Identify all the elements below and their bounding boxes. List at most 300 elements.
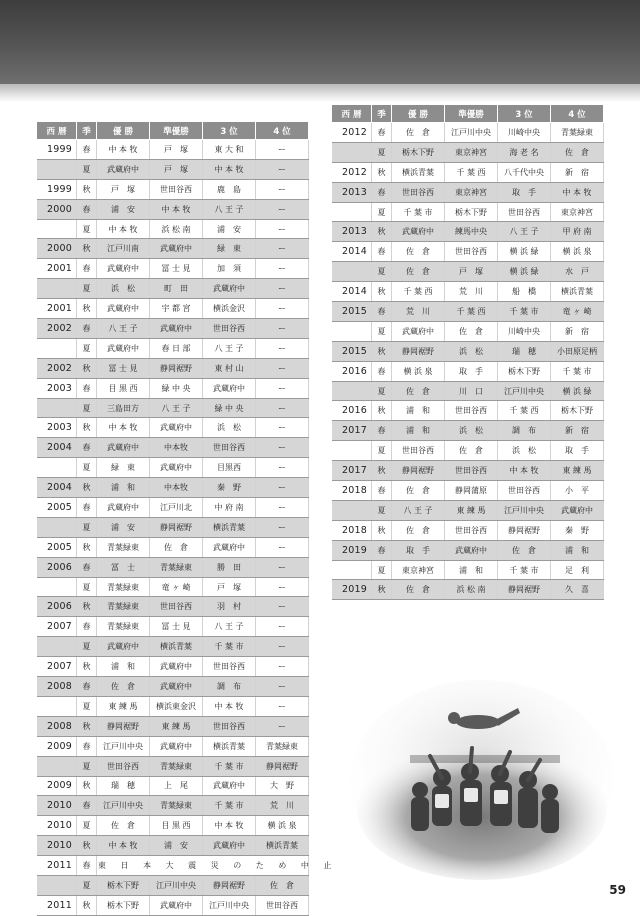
- cell-runner-up: 東 練 馬: [445, 500, 498, 520]
- cell-fourth: 青葉緑東: [256, 736, 309, 756]
- cell-third: 横浜金沢: [203, 299, 256, 319]
- cell-year: [37, 577, 77, 597]
- cell-runner-up: 武蔵府中: [150, 677, 203, 697]
- header-fourth: 4 位: [551, 105, 604, 123]
- cell-winner: 武蔵府中: [97, 159, 150, 179]
- cell-fourth: ー: [256, 617, 309, 637]
- cell-runner-up: 静岡裾野: [150, 517, 203, 537]
- cell-fourth: ー: [256, 657, 309, 677]
- cell-winner: 佐 倉: [392, 580, 445, 600]
- cell-year: 2014: [332, 282, 372, 302]
- cell-fourth: ー: [256, 478, 309, 498]
- cell-runner-up: 練馬中央: [445, 222, 498, 242]
- table-row: [37, 239, 309, 259]
- header-runner-up: 準優勝: [445, 105, 498, 123]
- cell-winner: 横浜青葉: [392, 162, 445, 182]
- cell-third: 浜 松: [203, 418, 256, 438]
- cell-runner-up: 世田谷西: [445, 520, 498, 540]
- cell-fourth: 取 手: [551, 441, 604, 461]
- cell-winner: 東 練 馬: [97, 696, 150, 716]
- cell-third: 武蔵府中: [203, 279, 256, 299]
- cell-year: [332, 202, 372, 222]
- cell-winner: 静岡裾野: [392, 341, 445, 361]
- cell-season: 秋: [372, 520, 392, 540]
- table-row: [37, 259, 309, 279]
- cell-third: 静岡裾野: [203, 875, 256, 895]
- cell-fourth: 武蔵府中: [551, 500, 604, 520]
- table-row: [37, 617, 309, 637]
- cell-year: 2013: [332, 222, 372, 242]
- cell-runner-up: 荒 川: [445, 282, 498, 302]
- cell-third: 静岡裾野: [498, 580, 551, 600]
- table-row: [37, 836, 309, 856]
- cell-runner-up: 佐 倉: [445, 441, 498, 461]
- cell-third: 取 手: [498, 182, 551, 202]
- cell-fourth: ー: [256, 299, 309, 319]
- cell-third: 横 浜 緑: [498, 242, 551, 262]
- cell-season: 秋: [77, 716, 97, 736]
- cell-runner-up: 戸 塚: [445, 262, 498, 282]
- cell-runner-up: 栃木下野: [445, 202, 498, 222]
- cell-winner: 江戸川中央: [97, 796, 150, 816]
- cell-fourth: 甲 府 南: [551, 222, 604, 242]
- cell-runner-up: 川 口: [445, 381, 498, 401]
- cell-winner: 中 本 牧: [97, 418, 150, 438]
- cell-fourth: ー: [256, 219, 309, 239]
- table-row: [332, 182, 604, 202]
- table-row: [37, 179, 309, 199]
- cell-winner: 中 本 牧: [97, 219, 150, 239]
- cell-winner: 佐 倉: [97, 677, 150, 697]
- page-number: 59: [609, 883, 626, 897]
- cell-season: 春: [77, 796, 97, 816]
- cell-fourth: ー: [256, 358, 309, 378]
- table-row: [332, 461, 604, 481]
- cell-season: 夏: [77, 816, 97, 836]
- cell-year: 2002: [37, 319, 77, 339]
- cell-winner: 江戸川南: [97, 239, 150, 259]
- header-runner-up: 準優勝: [150, 122, 203, 140]
- table-row: [37, 736, 309, 756]
- cell-season: 春: [77, 677, 97, 697]
- cell-season: 秋: [77, 597, 97, 617]
- cell-runner-up: 竜 ヶ 崎: [150, 577, 203, 597]
- cell-fourth: 中 本 牧: [551, 182, 604, 202]
- cell-fourth: ー: [256, 398, 309, 418]
- cell-winner: 佐 倉: [392, 262, 445, 282]
- table-row: [37, 498, 309, 518]
- cell-runner-up: 横浜東金沢: [150, 696, 203, 716]
- table-row: [332, 540, 604, 560]
- cell-year: 2016: [332, 361, 372, 381]
- cell-winner: 中 本 牧: [97, 836, 150, 856]
- cell-winner: 浜 松: [97, 279, 150, 299]
- cell-winner: 八 王 子: [392, 500, 445, 520]
- cell-year: 2009: [37, 776, 77, 796]
- table-row: [37, 816, 309, 836]
- cell-runner-up: 千 葉 西: [445, 162, 498, 182]
- cell-winner: 東京神宮: [392, 560, 445, 580]
- cell-runner-up: 中 本 牧: [150, 199, 203, 219]
- cell-fourth: 足 利: [551, 560, 604, 580]
- header-season: 季: [372, 105, 392, 123]
- cell-fourth: 横 浜 泉: [256, 816, 309, 836]
- table-row: [332, 262, 604, 282]
- table-row: [37, 418, 309, 438]
- cell-fourth: 佐 倉: [256, 875, 309, 895]
- cell-year: [37, 637, 77, 657]
- cell-year: 2000: [37, 199, 77, 219]
- cell-winner: 武蔵府中: [97, 338, 150, 358]
- cell-winner: 浦 和: [97, 478, 150, 498]
- cell-season: 春: [77, 378, 97, 398]
- header-season: 季: [77, 122, 97, 140]
- cell-winner: 佐 倉: [392, 123, 445, 143]
- cell-runner-up: 世田谷西: [445, 401, 498, 421]
- cell-season: 夏: [77, 398, 97, 418]
- cell-third: 世田谷西: [498, 481, 551, 501]
- cell-year: 2018: [332, 481, 372, 501]
- cell-runner-up: 青葉緑東: [150, 796, 203, 816]
- table-row: [37, 458, 309, 478]
- cell-third: 秦 野: [203, 478, 256, 498]
- cell-third: 加 須: [203, 259, 256, 279]
- cell-year: 2015: [332, 341, 372, 361]
- cell-third: 川崎中央: [498, 123, 551, 143]
- cell-year: [37, 159, 77, 179]
- cell-year: [37, 219, 77, 239]
- cell-third: 羽 村: [203, 597, 256, 617]
- table-row: [37, 338, 309, 358]
- header-winner: 優 勝: [97, 122, 150, 140]
- cell-season: 秋: [372, 162, 392, 182]
- cell-season: 秋: [77, 478, 97, 498]
- cell-third: 川崎中央: [498, 321, 551, 341]
- table-row: [332, 123, 604, 143]
- cell-season: 夏: [77, 577, 97, 597]
- cell-season: 夏: [372, 202, 392, 222]
- cell-third: 江戸川中央: [498, 500, 551, 520]
- cell-winner: 武蔵府中: [97, 438, 150, 458]
- cell-fourth: ー: [256, 517, 309, 537]
- cell-third: 千 葉 市: [203, 796, 256, 816]
- cell-runner-up: 東京神宮: [445, 142, 498, 162]
- cell-year: 2008: [37, 716, 77, 736]
- table-row: [332, 441, 604, 461]
- cell-season: 夏: [77, 756, 97, 776]
- table-row: [332, 321, 604, 341]
- cell-runner-up: 武蔵府中: [150, 418, 203, 438]
- cell-runner-up: 宇 都 宮: [150, 299, 203, 319]
- cell-runner-up: 武蔵府中: [150, 319, 203, 339]
- cell-winner: 静岡裾野: [97, 716, 150, 736]
- cell-fourth: 水 戸: [551, 262, 604, 282]
- cell-runner-up: 武蔵府中: [150, 239, 203, 259]
- cell-season: 春: [372, 123, 392, 143]
- cell-fourth: 大 野: [256, 776, 309, 796]
- cell-year: 2001: [37, 259, 77, 279]
- cell-winner: 冨 士: [97, 557, 150, 577]
- cell-winner: 佐 倉: [97, 816, 150, 836]
- table-row: [37, 299, 309, 319]
- table-row: [332, 381, 604, 401]
- cell-year: [37, 458, 77, 478]
- cell-year: 2018: [332, 520, 372, 540]
- cell-season: 春: [77, 259, 97, 279]
- cell-winner: 荒 川: [392, 302, 445, 322]
- cell-runner-up: 佐 倉: [445, 321, 498, 341]
- cell-year: 2012: [332, 162, 372, 182]
- cell-runner-up: 青葉緑東: [150, 756, 203, 776]
- cell-fourth: ー: [256, 637, 309, 657]
- cell-year: 1999: [37, 140, 77, 160]
- cell-year: 2006: [37, 557, 77, 577]
- cell-year: 2007: [37, 617, 77, 637]
- table-row: [332, 341, 604, 361]
- cell-fourth: 浦 和: [551, 540, 604, 560]
- cell-year: [332, 321, 372, 341]
- cell-third: 瑞 穂: [498, 341, 551, 361]
- cell-runner-up: 冨 士 見: [150, 259, 203, 279]
- cell-runner-up: 青葉緑東: [150, 557, 203, 577]
- table-row: [37, 657, 309, 677]
- cell-season: 春: [372, 481, 392, 501]
- cell-season: 秋: [372, 282, 392, 302]
- cell-fourth: ー: [256, 319, 309, 339]
- cell-runner-up: 目 黒 西: [150, 816, 203, 836]
- cell-season: 夏: [372, 262, 392, 282]
- cell-third: 八 王 子: [203, 199, 256, 219]
- cell-fourth: ー: [256, 557, 309, 577]
- cell-runner-up: 浜 松: [445, 341, 498, 361]
- cell-fourth: ー: [256, 597, 309, 617]
- cell-season: 秋: [77, 776, 97, 796]
- cell-season: 春: [77, 438, 97, 458]
- cell-year: 2010: [37, 836, 77, 856]
- cell-fourth: 世田谷西: [256, 895, 309, 915]
- cell-season: 夏: [77, 159, 97, 179]
- cell-winner: 武蔵府中: [97, 259, 150, 279]
- cell-runner-up: 横浜青葉: [150, 637, 203, 657]
- cell-season: 夏: [77, 696, 97, 716]
- cell-third: 船 橋: [498, 282, 551, 302]
- cell-winner: 千 葉 西: [392, 282, 445, 302]
- cell-season: 夏: [372, 560, 392, 580]
- cell-runner-up: 八 王 子: [150, 398, 203, 418]
- cell-runner-up: 佐 倉: [150, 537, 203, 557]
- cell-fourth: 横 浜 緑: [551, 381, 604, 401]
- cell-season: 秋: [77, 836, 97, 856]
- cell-third: 浦 安: [203, 219, 256, 239]
- cell-season: 春: [372, 182, 392, 202]
- cell-year: 2002: [37, 358, 77, 378]
- cell-season: 夏: [77, 517, 97, 537]
- table-row: [37, 140, 309, 160]
- cell-year: 2008: [37, 677, 77, 697]
- cell-third: 勝 田: [203, 557, 256, 577]
- table-row: [332, 361, 604, 381]
- cell-fourth: ー: [256, 677, 309, 697]
- table-row: [332, 222, 604, 242]
- cell-season: 夏: [77, 219, 97, 239]
- cell-third: 中 本 牧: [498, 461, 551, 481]
- table-row: [37, 716, 309, 736]
- cell-fourth: 東 練 馬: [551, 461, 604, 481]
- cell-fourth: ー: [256, 140, 309, 160]
- cell-fourth: 青葉緑東: [551, 123, 604, 143]
- cell-fourth: ー: [256, 577, 309, 597]
- cell-fourth: 横 浜 泉: [551, 242, 604, 262]
- cell-third: 千 葉 市: [203, 756, 256, 776]
- cell-fourth: ー: [256, 458, 309, 478]
- cell-winner: 世田谷西: [392, 441, 445, 461]
- cell-runner-up: 春 日 部: [150, 338, 203, 358]
- cell-runner-up: 浜 松 南: [150, 219, 203, 239]
- cell-season: 夏: [77, 875, 97, 895]
- top-banner-fade: [0, 84, 640, 102]
- table-row: [332, 520, 604, 540]
- cell-third: 調 布: [203, 677, 256, 697]
- cell-third: 世田谷西: [203, 716, 256, 736]
- cell-winner: 浦 安: [97, 517, 150, 537]
- cell-third: 江戸川中央: [498, 381, 551, 401]
- cell-runner-up: 武蔵府中: [445, 540, 498, 560]
- cell-season: 夏: [372, 142, 392, 162]
- cell-winner: 武蔵府中: [392, 321, 445, 341]
- cell-season: 秋: [77, 299, 97, 319]
- cell-year: [37, 756, 77, 776]
- table-row: [37, 517, 309, 537]
- cell-runner-up: 武蔵府中: [150, 657, 203, 677]
- cell-third: 武蔵府中: [203, 776, 256, 796]
- cell-year: [37, 279, 77, 299]
- top-banner: [0, 0, 640, 84]
- cell-year: 2009: [37, 736, 77, 756]
- cell-third: 世田谷西: [203, 319, 256, 339]
- cell-year: [332, 441, 372, 461]
- cell-season: 夏: [77, 637, 97, 657]
- cell-runner-up: 東京神宮: [445, 182, 498, 202]
- table-row: [37, 159, 309, 179]
- cell-winner: 江戸川中央: [97, 736, 150, 756]
- cell-season: 春: [372, 361, 392, 381]
- cell-year: 2017: [332, 421, 372, 441]
- cell-fourth: ー: [256, 716, 309, 736]
- cell-runner-up: 浦 安: [150, 836, 203, 856]
- cell-fourth: 東京神宮: [551, 202, 604, 222]
- table-row: [37, 895, 309, 915]
- cell-year: [332, 142, 372, 162]
- cell-third: 世田谷西: [203, 438, 256, 458]
- cell-winner: 目 黒 西: [97, 378, 150, 398]
- cell-year: 2001: [37, 299, 77, 319]
- cell-third: 武蔵府中: [203, 378, 256, 398]
- cell-season: 春: [77, 498, 97, 518]
- cell-year: 2010: [37, 796, 77, 816]
- cell-third: 横浜青葉: [203, 517, 256, 537]
- table-row: [37, 358, 309, 378]
- cell-winner: 中 本 牧: [97, 140, 150, 160]
- cell-winner: 取 手: [392, 540, 445, 560]
- cell-season: 夏: [372, 381, 392, 401]
- cell-runner-up: 戸 塚: [150, 140, 203, 160]
- cell-third: 静岡裾野: [498, 520, 551, 540]
- table-row: [37, 319, 309, 339]
- cell-season: 春: [77, 736, 97, 756]
- cell-third: 中 府 南: [203, 498, 256, 518]
- cell-fourth: 横浜青葉: [256, 836, 309, 856]
- cell-season: 春: [77, 199, 97, 219]
- cell-season: 春: [372, 302, 392, 322]
- cell-third: 戸 塚: [203, 577, 256, 597]
- table-row: [332, 401, 604, 421]
- cell-third: 東 大 和: [203, 140, 256, 160]
- cell-runner-up: 冨 士 見: [150, 617, 203, 637]
- cell-third: 緑 東: [203, 239, 256, 259]
- cell-third: 八 王 子: [498, 222, 551, 242]
- cell-winner: 緑 東: [97, 458, 150, 478]
- table-row: [332, 580, 604, 600]
- cell-year: 2017: [332, 461, 372, 481]
- cell-third: 目黒西: [203, 458, 256, 478]
- cell-winner: 千 葉 市: [392, 202, 445, 222]
- header-year: 西 暦: [332, 105, 372, 123]
- cell-season: 春: [77, 319, 97, 339]
- table-row: [37, 756, 309, 776]
- cell-fourth: ー: [256, 378, 309, 398]
- cell-year: 2004: [37, 438, 77, 458]
- cell-year: 2013: [332, 182, 372, 202]
- cell-winner: 浦 和: [392, 401, 445, 421]
- cell-runner-up: 上 尾: [150, 776, 203, 796]
- cell-winner: 浦 和: [97, 657, 150, 677]
- cell-fourth: ー: [256, 279, 309, 299]
- cell-runner-up: 世田谷西: [150, 597, 203, 617]
- table-row: [37, 438, 309, 458]
- cell-year: 2019: [332, 580, 372, 600]
- cell-runner-up: 浜 松 南: [445, 580, 498, 600]
- cell-winner: 八 王 子: [97, 319, 150, 339]
- cell-year: 2011: [37, 856, 77, 876]
- cell-third: 栃木下野: [498, 361, 551, 381]
- header-fourth: 4 位: [256, 122, 309, 140]
- cell-season: 秋: [372, 341, 392, 361]
- cell-year: 2012: [332, 123, 372, 143]
- header-third: 3 位: [498, 105, 551, 123]
- cell-runner-up: 町 田: [150, 279, 203, 299]
- cell-third: 千 葉 西: [498, 401, 551, 421]
- cell-year: [37, 398, 77, 418]
- cell-third: 江戸川中央: [203, 895, 256, 915]
- cell-season: 秋: [77, 358, 97, 378]
- cell-year: 2011: [37, 895, 77, 915]
- cell-fourth: 佐 倉: [551, 142, 604, 162]
- cell-season: 夏: [77, 279, 97, 299]
- cell-year: 2003: [37, 378, 77, 398]
- table-row: [37, 875, 309, 895]
- cell-year: 2014: [332, 242, 372, 262]
- cell-winner: 佐 倉: [392, 381, 445, 401]
- cell-runner-up: 静岡蒲原: [445, 481, 498, 501]
- celebration-photo: [350, 660, 615, 875]
- table-row: [37, 219, 309, 239]
- cell-runner-up: 世田谷西: [150, 179, 203, 199]
- cell-runner-up: 武蔵府中: [150, 895, 203, 915]
- cell-winner: 浦 安: [97, 199, 150, 219]
- cell-year: 2000: [37, 239, 77, 259]
- cell-winner: 世田谷西: [97, 756, 150, 776]
- cell-year: [332, 262, 372, 282]
